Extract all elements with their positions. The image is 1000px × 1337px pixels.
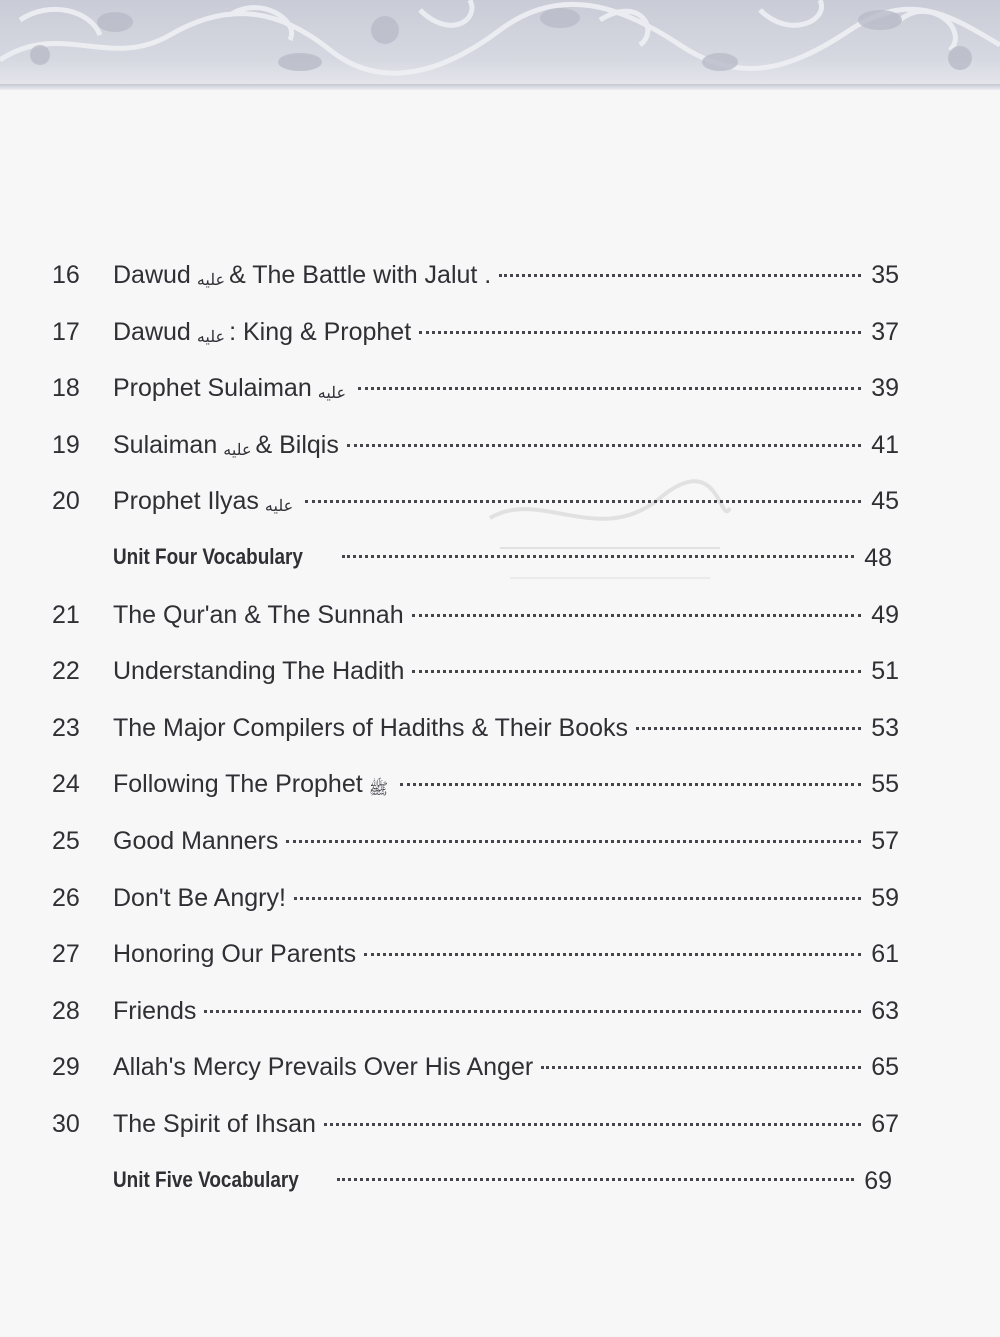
entry-title: Good Manners [113,827,279,855]
page-number: 51 [871,657,899,686]
page-number: 65 [871,1053,899,1082]
dot-leader [412,614,861,617]
toc-entry [0,708,1000,756]
entry-number: 20 [52,487,80,516]
entry-title: Prophet Sulaiman [113,374,312,403]
page-number: 67 [871,1110,899,1138]
page-number: 57 [871,827,899,855]
entry-title-line [113,261,867,290]
toc-entry [0,1104,1000,1152]
toc-entry [0,425,1000,473]
entry-title-continuation: & Bilqis [255,430,339,459]
page-number: 35 [871,261,899,289]
entry-title: Honoring Our Parents [113,940,357,969]
dot-leader [337,1178,854,1181]
page-number: 45 [871,487,899,516]
entry-title-line [113,318,867,347]
entry-title-line [113,770,867,800]
entry-number: 25 [52,827,80,855]
entry-title: Friends [113,996,197,1025]
floral-ornament-icon [0,0,1000,84]
dot-leader [342,555,854,558]
entry-title: Unit Four Vocabulary [113,544,303,569]
banner-divider [0,84,1000,90]
toc-entry [0,821,1000,869]
entry-title: Don't Be Angry! [113,883,286,912]
unit-vocabulary-entry [0,538,1000,586]
entry-title: Dawud [113,317,191,346]
dot-leader [294,897,861,900]
toc-entry [0,878,1000,926]
unit-vocabulary-entry [0,1161,1000,1209]
entry-title-line [113,997,867,1026]
dot-leader [358,387,861,390]
entry-title: Following The Prophet [113,770,363,799]
honorific-calligraphy-icon: عليه [264,496,294,516]
toc-entry [0,481,1000,529]
entry-number: 26 [52,883,80,912]
page-number: 55 [871,770,899,799]
toc-entry [0,1047,1000,1095]
entry-number: 27 [52,940,80,969]
page-number: 53 [871,713,899,742]
entry-title-line [113,431,867,460]
entry-title-line [113,1110,867,1139]
page-number: 63 [871,996,899,1025]
dot-leader [305,500,861,503]
dot-leader [499,274,861,277]
entry-title-line [113,657,867,686]
page-number: 48 [864,544,892,572]
entry-title-line [113,1053,867,1082]
dot-leader [400,783,861,786]
page-number: 39 [871,374,899,403]
dot-leader [286,840,861,843]
entry-number: 29 [52,1053,80,1082]
honorific-calligraphy-icon: ﷺ [368,779,389,799]
entry-number: 22 [52,657,80,686]
page-number: 61 [871,940,899,969]
dot-leader [419,331,861,334]
entry-number: 18 [52,374,80,403]
entry-title-line [113,714,867,743]
honorific-calligraphy-icon: عليه [196,270,226,289]
toc-entry [0,255,1000,303]
entry-number: 21 [52,600,80,629]
entry-title: Prophet Ilyas [113,487,259,516]
entry-number: 16 [52,261,80,289]
entry-title: The Major Compilers of Hadiths & Their Books [113,713,629,742]
toc-entry [0,764,1000,812]
dot-leader [324,1123,861,1126]
honorific-calligraphy-icon: عليه [317,383,346,403]
entry-number: 28 [52,996,80,1025]
entry-title: Unit Five Vocabulary [113,1166,299,1192]
entry-title: The Qur'an & The Sunnah [113,600,404,629]
entry-title-line [113,601,867,630]
toc-entry [0,595,1000,643]
entry-title-continuation: : King & Prophet [229,317,412,346]
decorative-banner [0,0,1000,84]
toc-entry [0,651,1000,699]
toc-entry [0,991,1000,1039]
toc-entry [0,312,1000,360]
entry-title-line [113,884,867,913]
entry-number: 24 [52,770,80,799]
dot-leader [347,444,861,447]
dot-leader [412,670,861,673]
dot-leader [636,727,861,730]
entry-number: 19 [52,430,80,459]
entry-title-line [113,544,860,570]
entry-title: Dawud [113,261,191,289]
page-number: 37 [871,317,899,346]
page-number: 49 [871,600,899,629]
dot-leader [204,1010,861,1013]
entry-title-line [113,374,867,403]
page-number: 69 [864,1166,892,1195]
entry-title: Allah's Mercy Prevails Over His Anger [113,1053,534,1082]
entry-number: 17 [52,317,80,346]
entry-number: 23 [52,713,80,742]
toc-entry [0,934,1000,982]
entry-title-line [113,1167,860,1193]
entry-number: 30 [52,1110,80,1138]
entry-title-continuation: & The Battle with Jalut . [229,261,492,289]
page-number: 59 [871,883,899,912]
entry-title-line [113,940,867,969]
entry-title: Sulaiman [113,430,218,459]
entry-title: Understanding The Hadith [113,657,405,686]
entry-title-line [113,487,867,516]
page-number: 41 [871,430,899,459]
dot-leader [364,953,861,956]
honorific-calligraphy-icon: عليه [223,439,252,459]
entry-title-line [113,827,867,856]
honorific-calligraphy-icon: عليه [196,326,226,346]
toc-entry [0,368,1000,416]
entry-title: The Spirit of Ihsan [113,1110,316,1138]
dot-leader [541,1066,861,1069]
